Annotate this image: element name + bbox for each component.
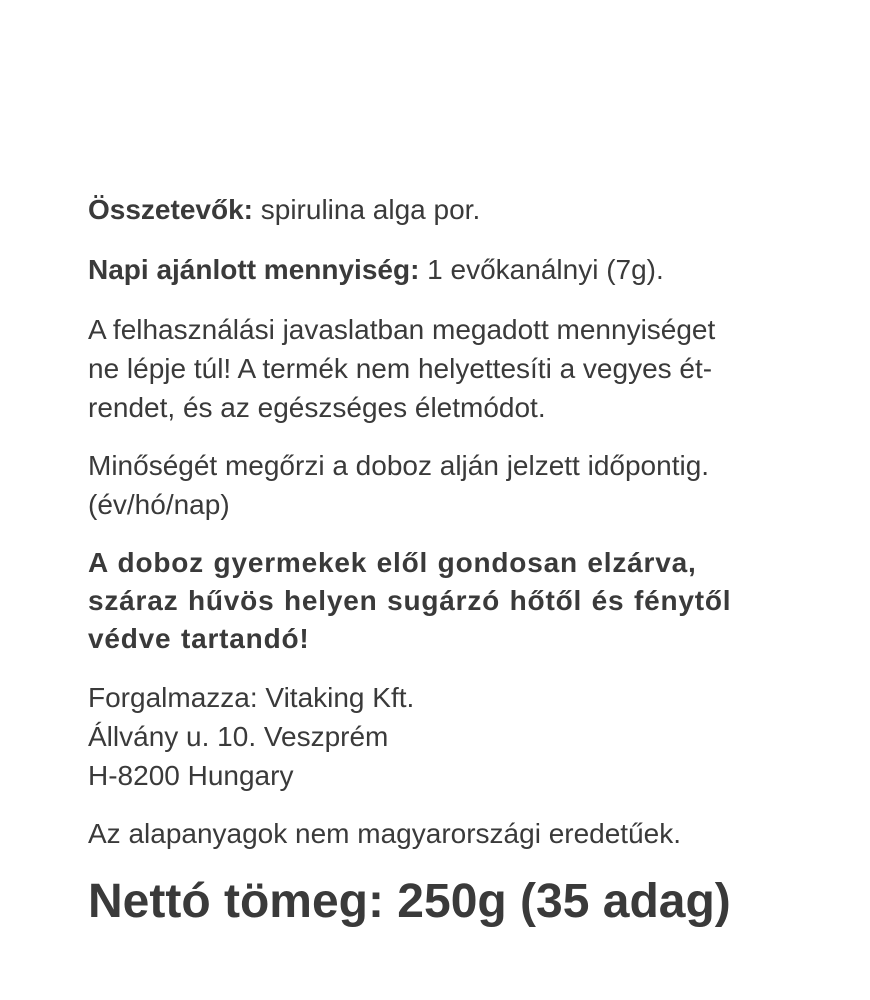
storage-warning-paragraph	[88, 544, 808, 658]
ingredients-value: spirulina alga por.	[252, 194, 481, 225]
distributor-line: H-8200 Hungary	[88, 760, 294, 791]
storage-warning-line: védve tartandó!	[88, 623, 310, 654]
usage-warning-line: A felhasználási javaslatban megadott mennyiséget	[88, 314, 716, 345]
net-weight-block	[88, 874, 848, 930]
distributor-line: Állvány u. 10. Veszprém	[88, 721, 389, 752]
daily-dose-paragraph	[88, 250, 808, 289]
origin-text: Az alapanyagok nem magyarországi eredetűek.	[88, 818, 682, 849]
origin-paragraph	[88, 814, 808, 853]
distributor-paragraph	[88, 678, 808, 795]
usage-warning-line: rendet, és az egészséges életmódot.	[88, 392, 546, 423]
daily-dose-label: Napi ajánlott mennyiség:	[88, 254, 420, 285]
best-before-line: Minőségét megőrzi a doboz alján jelzett időpontig.	[88, 450, 710, 481]
storage-warning-line: száraz hűvös helyen sugárzó hőtől és fénytől	[88, 585, 732, 616]
usage-warning-line: ne lépje túl! A termék nem helyettesíti a vegyes ét-	[88, 353, 713, 384]
usage-warning-paragraph	[88, 310, 808, 427]
ingredients-label: Összetevők:	[88, 194, 253, 225]
distributor-line: Forgalmazza: Vitaking Kft.	[88, 682, 415, 713]
best-before-paragraph	[88, 446, 808, 524]
daily-dose-value: 1 evőkanálnyi (7g).	[419, 254, 664, 285]
net-weight-text: Nettó tömeg: 250g (35 adag)	[88, 875, 731, 928]
ingredients-paragraph	[88, 190, 808, 229]
best-before-line: (év/hó/nap)	[88, 489, 230, 520]
storage-warning-line: A doboz gyermekek elől gondosan elzárva,	[88, 547, 697, 578]
